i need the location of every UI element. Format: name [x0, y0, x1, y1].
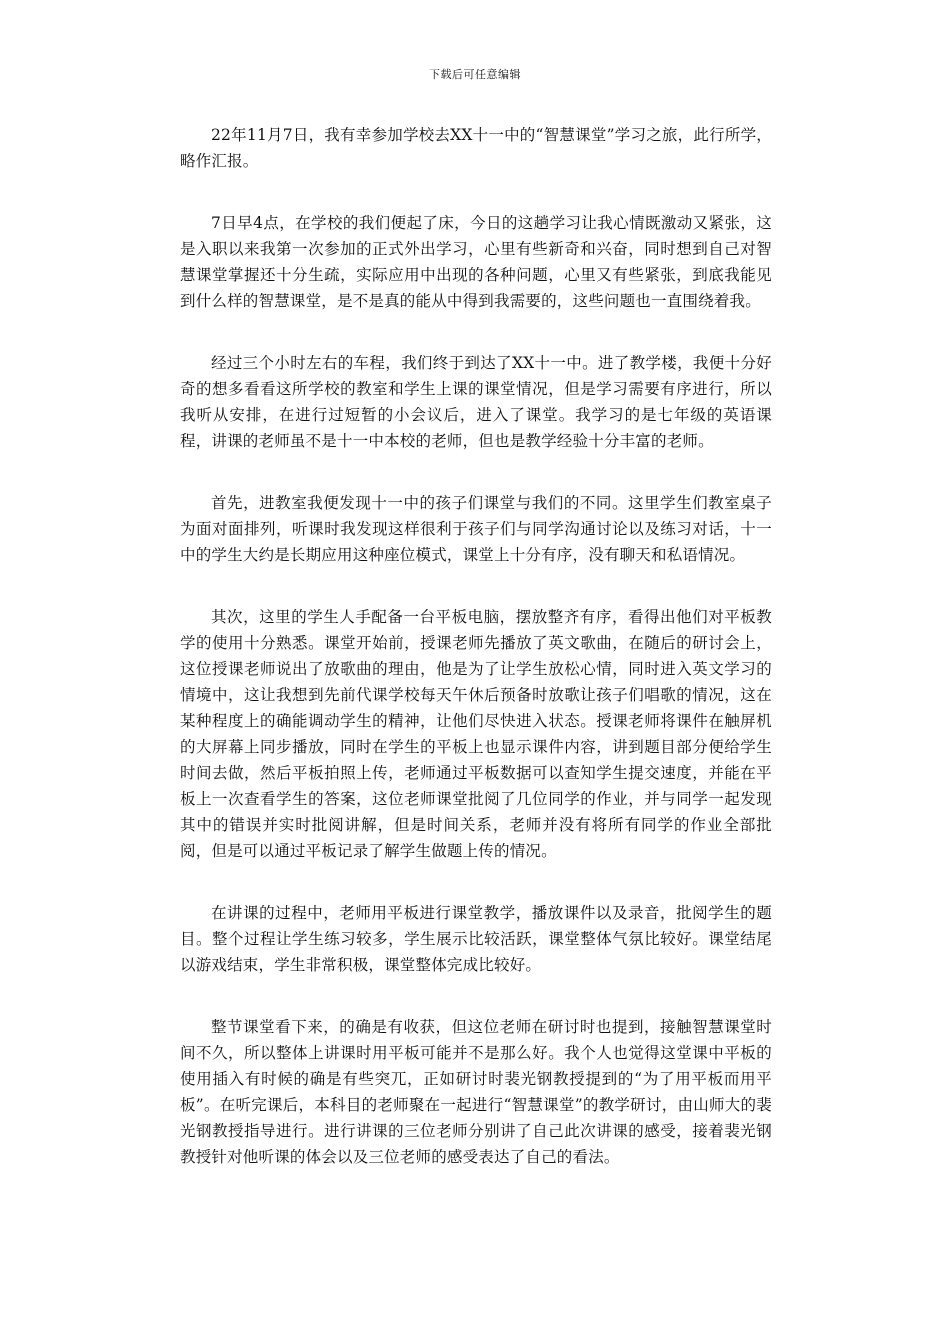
document-body: [180, 122, 772, 1170]
paragraph: 22年11月7日，我有幸参加学校去XX十一中的“智慧课堂”学习之旅，此行所学，略作汇报。: [180, 126, 772, 170]
paragraph: 整节课堂看下来，的确是有收获，但这位老师在研讨时也提到，接触智慧课堂时间不久，所以整体上讲课时用平板可能并不是那么好。我个人也觉得这堂课中平板的使用插入有时候的确是有些突兀，正如研讨时裴光钢教授提到的“为了用平板而用平板”。在听完课后，本科目的老师聚在一起进行“智慧课堂”的教学研讨，由山师大的裴光钢教授指导进行。进行讲课的三位老师分别讲了自己此次讲课的感受，接着裴光钢教授针对他听课的体会以及三位老师的感受表达了自己的看法。: [180, 1018, 772, 1166]
paragraph: 经过三个小时左右的车程，我们终于到达了XX十一中。进了教学楼，我便十分好奇的想多看看这所学校的教室和学生上课的课堂情况，但是学习需要有序进行，所以我听从安排，在进行过短暂的小会议后，进入了课堂。我学习的是七年级的英语课程，讲课的老师虽不是十一中本校的老师，但也是教学经验十分丰富的老师。: [180, 354, 772, 450]
paragraph: 7日早4点，在学校的我们便起了床，今日的这趟学习让我心情既激动又紧张，这是入职以来我第一次参加的正式外出学习，心里有些新奇和兴奋，同时想到自己对智慧课堂掌握还十分生疏，实际应用中出现的各种问题，心里又有些紧张，到底我能见到什么样的智慧课堂，是不是真的能从中得到我需要的，这些问题也一直围绕着我。: [180, 214, 772, 310]
paragraph: 首先，进教室我便发现十一中的孩子们课堂与我们的不同。这里学生们教室桌子为面对面排列，听课时我发现这样很利于孩子们与同学沟通讨论以及练习对话，十一中的学生大约是长期应用这种座位模式，课堂上十分有序，没有聊天和私语情况。: [180, 494, 772, 564]
page-header: 下载后可任意编辑: [429, 68, 521, 81]
paragraph: 其次，这里的学生人手配备一台平板电脑，摆放整齐有序，看得出他们对平板教学的使用十分熟悉。课堂开始前，授课老师先播放了英文歌曲，在随后的研讨会上，这位授课老师说出了放歌曲的理由，他是为了让学生放松心情，同时进入英文学习的情境中，这让我想到先前代课学校每天午休后预备时放歌让孩子们唱歌的情况，这在某种程度上的确能调动学生的精神，让他们尽快进入状态。授课老师将课件在触屏机的大屏幕上同步播放，同时在学生的平板上也显示课件内容，讲到题目部分便给学生时间去做，然后平板拍照上传，老师通过平板数据可以查知学生提交速度，并能在平板上一次查看学生的答案，这位老师课堂批阅了几位同学的作业，并与同学一起发现其中的错误并实时批阅讲解，但是时间关系，老师并没有将所有同学的作业全部批阅，但是可以通过平板记录了解学生做题上传的情况。: [180, 608, 772, 860]
paragraph: 在讲课的过程中，老师用平板进行课堂教学，播放课件以及录音，批阅学生的题目。整个过程让学生练习较多，学生展示比较活跃，课堂整体气氛比较好。课堂结尾以游戏结束，学生非常积极，课堂整体完成比较好。: [180, 904, 772, 974]
